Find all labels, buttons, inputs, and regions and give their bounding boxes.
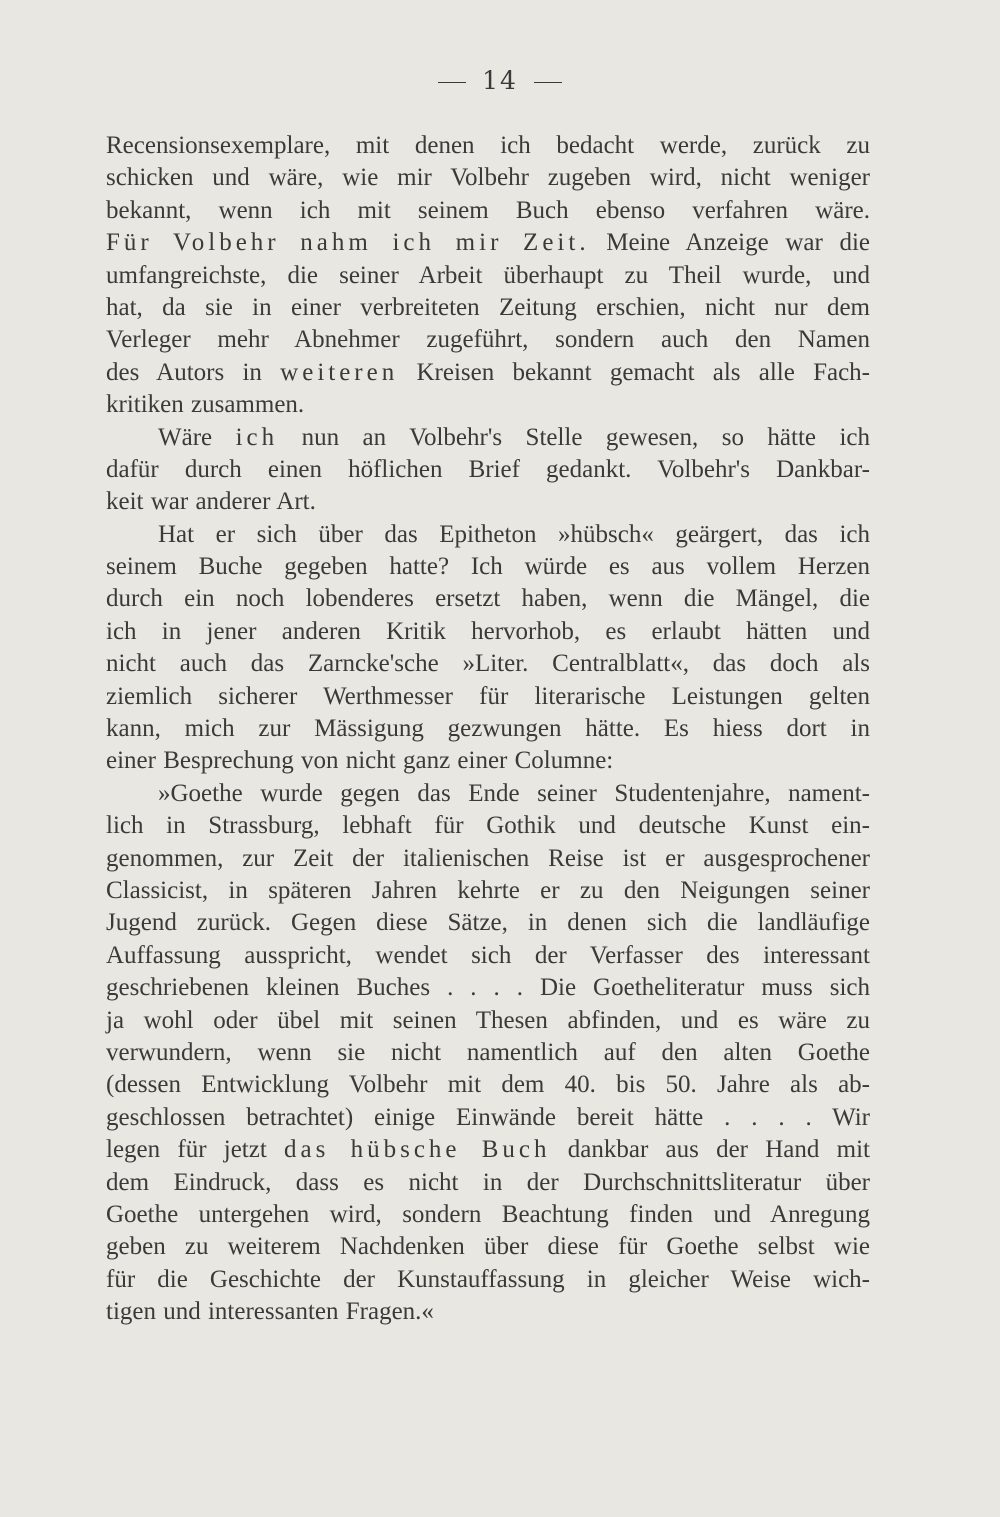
text-line (106, 422, 870, 454)
text-line (106, 907, 870, 939)
text-segment: bekannt, wenn ich mit seinem Buch ebenso verfahren wäre. (106, 196, 870, 224)
text-line (106, 1231, 870, 1263)
text-line (106, 843, 870, 875)
emphasized-text: Für Volbehr nahm ich mir Zeit. (106, 229, 590, 257)
text-line (106, 389, 870, 421)
page-number-value: 14 (482, 66, 518, 95)
page-number-dash-left (438, 82, 466, 83)
text-line (106, 616, 870, 648)
text-segment: nun an Volbehr's Stelle gewesen, so hätte ich (278, 423, 870, 451)
text-line (106, 1005, 870, 1037)
text-line (106, 1199, 870, 1231)
text-segment: geben zu weiterem Nachdenken über diese für Goethe selbst wie (106, 1233, 870, 1261)
text-segment: hat, da sie in einer verbreiteten Zeitung erschien, nicht nur dem (106, 293, 870, 321)
text-segment: durch ein noch lobenderes ersetzt haben, wenn die Mängel, die (106, 585, 870, 613)
text-line (106, 875, 870, 907)
text-line (106, 227, 870, 259)
text-line (106, 324, 870, 356)
text-line (106, 1069, 870, 1101)
text-segment: lich in Strassburg, lebhaft für Gothik und deutsche Kunst ein- (106, 812, 870, 840)
text-segment: Classicist, in späteren Jahren kehrte er zu den Neigungen seiner (106, 876, 870, 904)
text-segment: Recensionsexemplare, mit denen ich bedacht werde, zurück zu (106, 132, 870, 159)
text-line (106, 1102, 870, 1134)
emphasized-text: das hübsche Buch (284, 1136, 551, 1164)
text-segment: nicht auch das Zarncke'sche »Liter. Centralblatt«, das doch als (106, 650, 870, 678)
text-line (106, 778, 870, 810)
text-segment: umfangreichste, die seiner Arbeit überhaupt zu Theil wurde, und (106, 261, 870, 289)
text-segment: für die Geschichte der Kunstauffassung in gleicher Weise wich- (106, 1265, 870, 1293)
text-segment: Meine Anzeige war die (589, 229, 870, 257)
text-segment: des Autors in (106, 358, 281, 386)
text-segment: Kreisen bekannt gemacht als alle Fach- (398, 358, 871, 386)
text-line (106, 1264, 870, 1296)
text-line (106, 195, 870, 227)
text-line (106, 551, 870, 583)
text-line (106, 260, 870, 292)
text-line (106, 519, 870, 551)
text-segment: Hat er sich über das Epitheton »hübsch« geärgert, das ich (158, 520, 870, 548)
text-segment: ich in jener anderen Kritik hervorhob, es erlaubt hätten und (106, 617, 870, 645)
text-line (106, 130, 870, 162)
text-segment: schicken und wäre, wie mir Volbehr zugeben wird, nicht weniger (106, 164, 870, 192)
emphasized-text: weiteren (280, 358, 399, 386)
text-segment: tigen und interessanten Fragen.« (106, 1298, 434, 1326)
text-segment: ja wohl oder übel mit seinen Thesen abfinden, und es wäre zu (106, 1006, 870, 1034)
text-segment: dafür durch einen höflichen Brief gedankt. Volbehr's Dankbar- (106, 455, 870, 483)
text-segment: kritiken zusammen. (106, 391, 305, 419)
text-segment: dankbar aus der Hand mit (550, 1136, 870, 1164)
text-segment: dem Eindruck, dass es nicht in der Durchschnittsliteratur über (106, 1168, 870, 1196)
text-segment: »Goethe wurde gegen das Ende seiner Studentenjahre, nament- (158, 779, 870, 807)
text-line (106, 1296, 870, 1328)
text-segment: Verleger mehr Abnehmer zugeführt, sondern auch den Namen (106, 326, 870, 354)
text-segment: seinem Buche gegeben hatte? Ich würde es aus vollem Herzen (106, 553, 870, 581)
text-line (106, 583, 870, 615)
text-line (106, 357, 870, 389)
text-segment: verwundern, wenn sie nicht namentlich auf den alten Goethe (106, 1038, 870, 1066)
text-line (106, 292, 870, 324)
text-segment: genommen, zur Zeit der italienischen Reise ist er ausgesprochener (106, 844, 870, 872)
text-line (106, 1134, 870, 1166)
text-line (106, 972, 870, 1004)
text-line (106, 745, 870, 777)
text-line (106, 1167, 870, 1199)
text-segment: Auffassung ausspricht, wendet sich der Verfasser des interessant (106, 941, 870, 969)
text-line (106, 162, 870, 194)
text-line (106, 648, 870, 680)
body-text (106, 130, 870, 1328)
text-line (106, 486, 870, 518)
text-segment: Jugend zurück. Gegen diese Sätze, in denen sich die landläufige (106, 909, 870, 937)
text-line (106, 454, 870, 486)
page-number-dash-right (534, 82, 562, 83)
emphasized-text: ich (235, 423, 279, 451)
text-line (106, 713, 870, 745)
text-line (106, 1037, 870, 1069)
text-segment: kann, mich zur Mässigung gezwungen hätte. Es hiess dort in (106, 715, 870, 743)
text-segment: keit war anderer Art. (106, 488, 316, 516)
text-segment: (dessen Entwicklung Volbehr mit dem 40. bis 50. Jahre als ab- (106, 1071, 870, 1099)
text-segment: geschlossen betrachtet) einige Einwände bereit hätte . . . . Wir (106, 1103, 870, 1131)
text-segment: Wäre (158, 423, 236, 451)
page-number (0, 66, 1000, 95)
text-segment: einer Besprechung von nicht ganz einer Columne: (106, 747, 614, 775)
text-segment: ziemlich sicherer Werthmesser für literarische Leistungen gelten (106, 682, 870, 710)
text-segment: Goethe untergehen wird, sondern Beachtung finden und Anregung (106, 1200, 870, 1228)
text-line (106, 810, 870, 842)
text-segment: legen für jetzt (106, 1136, 285, 1164)
text-segment: geschriebenen kleinen Buches . . . . Die Goetheliteratur muss sich (106, 974, 870, 1002)
text-line (106, 940, 870, 972)
text-line (106, 681, 870, 713)
